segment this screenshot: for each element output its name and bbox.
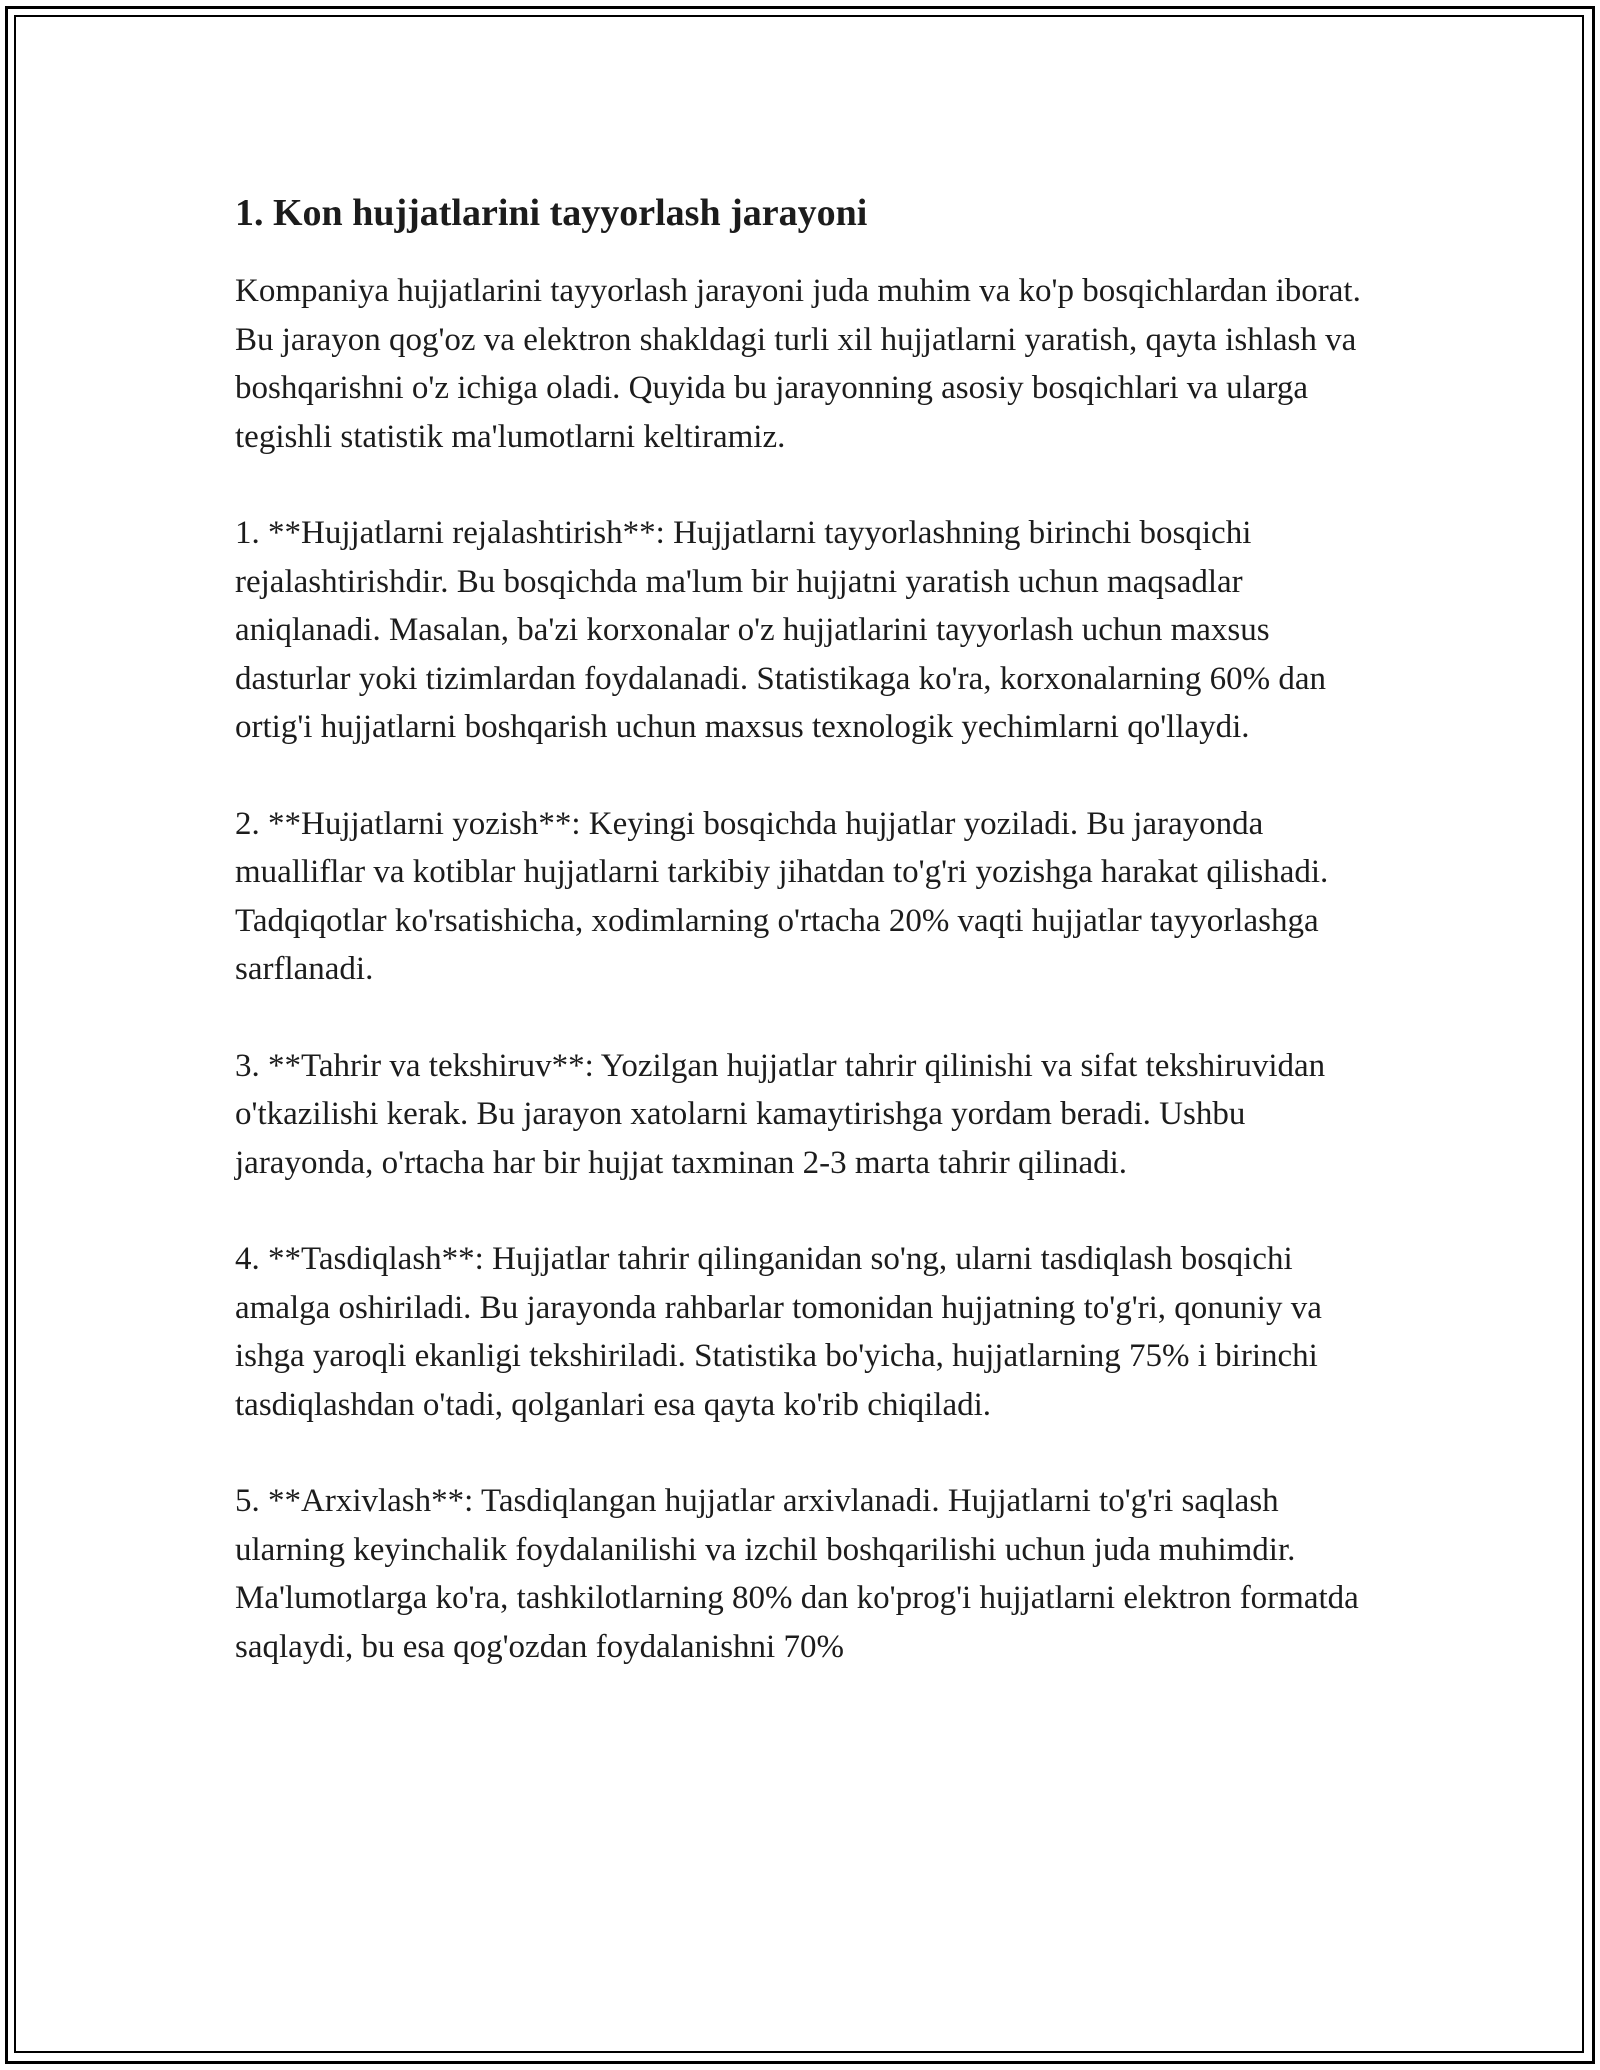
step-archiving-paragraph: 5. **Arxivlash**: Tasdiqlangan hujjatlar arxivlanadi. Hujjatlarni to'g'ri saqlash ularning keyinchalik foydalanilishi va izchil boshqarilishi uchun juda muhimdir. Ma'lumotlarga ko'ra, tashkilotlarning 80% dan ko'prog'i hujjatlarni elektron formatda saqlaydi, bu esa qog'ozdan foydalanishni 70% xyxy=(235,1483,1359,1665)
section-heading: 1. Kon hujjatlarini tayyorlash jarayoni xyxy=(235,192,868,234)
step-approval-paragraph: 4. **Tasdiqlash**: Hujjatlar tahrir qilinganidan so'ng, ularni tasdiqlash bosqichi amalga oshiriladi. Bu jarayonda rahbarlar tomonidan hujjatning to'g'ri, qonuniy va ishga yaroqli ekanligi tekshiriladi. Statistika bo'yicha, hujjatlarning 75% i birinchi tasdiqlashdan o'tadi, qolganlari esa qayta ko'rib chiqiladi. xyxy=(235,1241,1322,1423)
step-writing-paragraph: 2. **Hujjatlarni yozish**: Keyingi bosqichda hujjatlar yoziladi. Bu jarayonda mualliflar va kotiblar hujjatlarni tarkibiy jihatdan to'g'ri yozishga harakat qilishadi. Tadqiqotlar ko'rsatishicha, xodimlarning o'rtacha 20% vaqti hujjatlar tayyorlashga sarflanadi. xyxy=(235,805,1329,987)
document-body xyxy=(235,183,1385,1671)
step-planning-paragraph: 1. **Hujjatlarni rejalashtirish**: Hujjatlarni tayyorlashning birinchi bosqichi rejalashtirishdir. Bu bosqichda ma'lum bir hujjatni yaratish uchun maqsadlar aniqlanadi. Masalan, ba'zi korxonalar o'z hujjatlarini tayyorlash uchun maxsus dasturlar yoki tizimlardan foydalanadi. Statistikaga ko'ra, korxonalarning 60% dan ortig'i hujjatlarni boshqarish uchun maxsus texnologik yechimlarni qo'llaydi. xyxy=(235,515,1326,745)
step-editing-paragraph: 3. **Tahrir va tekshiruv**: Yozilgan hujjatlar tahrir qilinishi va sifat tekshiruvidan o'tkazilishi kerak. Bu jarayon xatolarni kamaytirishga yordam beradi. Ushbu jarayonda, o'rtacha har bir hujjat taxminan 2-3 marta tahrir qilinadi. xyxy=(235,1047,1326,1181)
intro-paragraph: Kompaniya hujjatlarini tayyorlash jarayoni juda muhim va ko'p bosqichlardan iborat. Bu jarayon qog'oz va elektron shakldagi turli xil hujjatlarni yaratish, qayta ishlash va boshqarishni o'z ichiga oladi. Quyida bu jarayonning asosiy bosqichlari va ularga tegishli statistik ma'lumotlarni keltiramiz. xyxy=(235,273,1361,455)
